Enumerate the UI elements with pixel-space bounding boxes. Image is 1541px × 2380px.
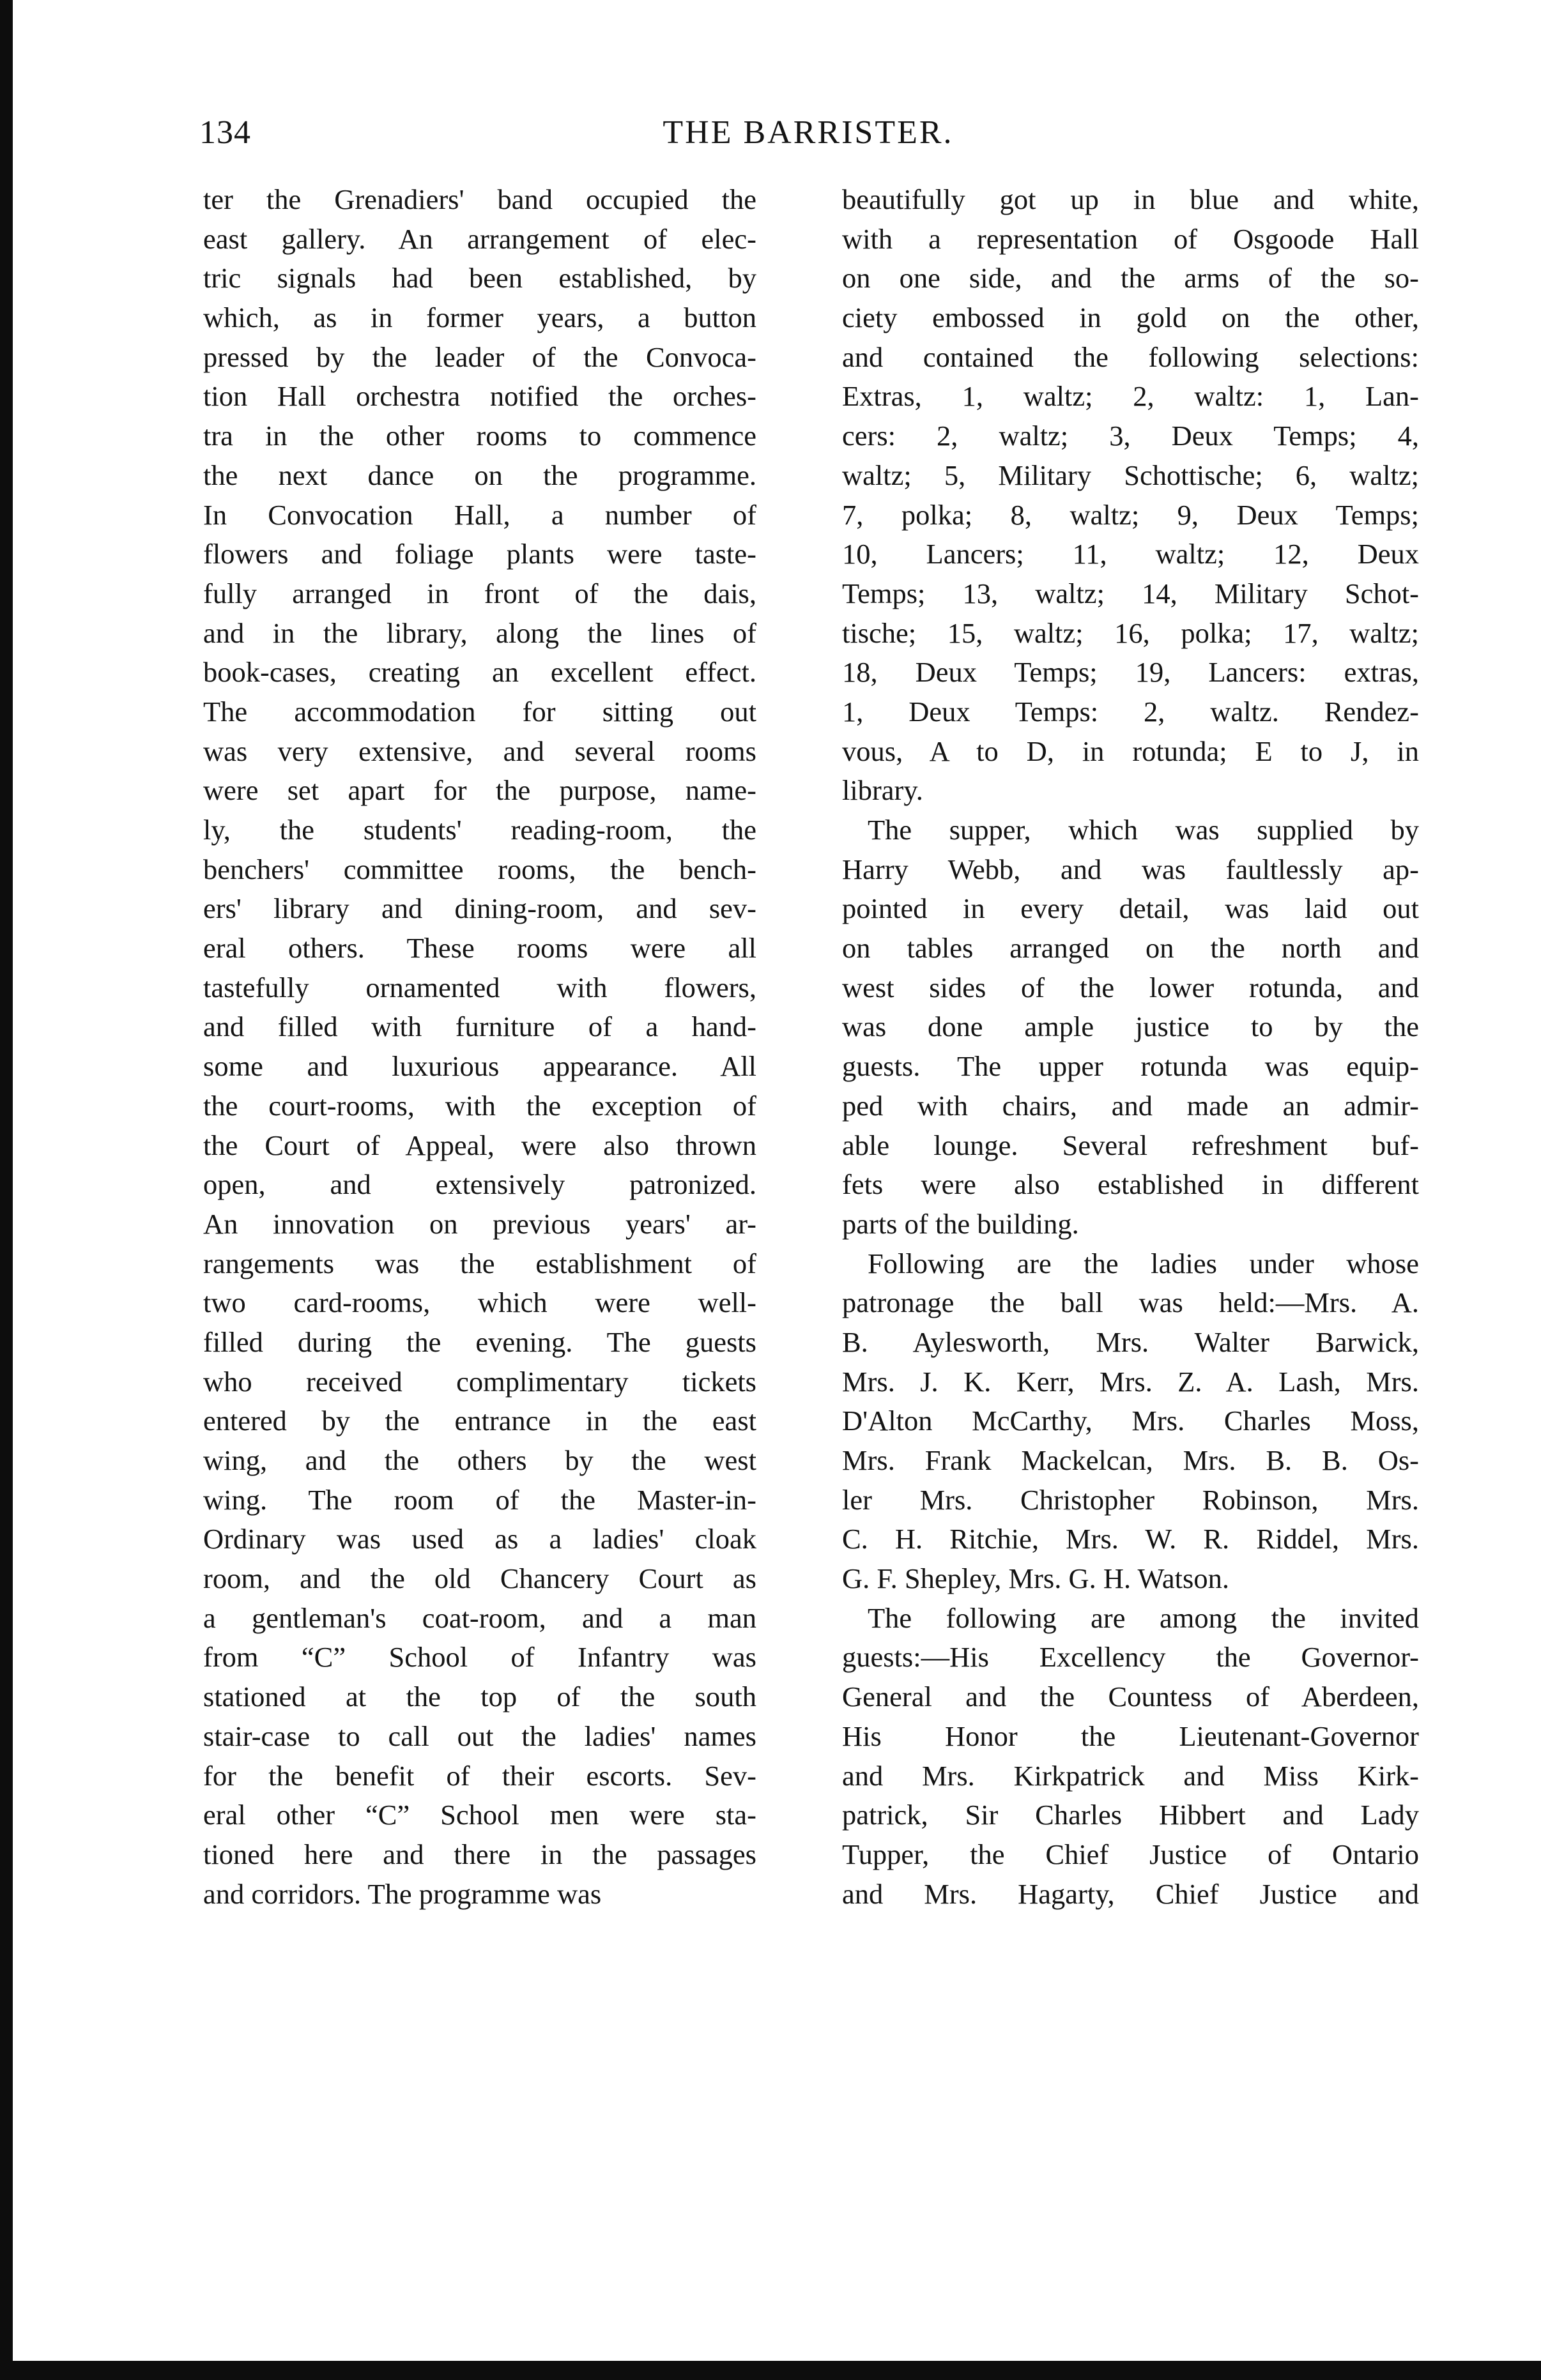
text-line: ped with chairs, and made an admir- (842, 1089, 1419, 1122)
text-line: tastefully ornamented with flowers, (203, 971, 756, 1003)
text-line: flowers and foliage plants were taste- (203, 538, 756, 570)
text-line: G. F. Shepley, Mrs. G. H. Watson. (842, 1562, 1229, 1595)
text-line: and filled with furniture of a hand- (203, 1011, 756, 1043)
text-line: open, and extensively patronized. (203, 1168, 756, 1201)
text-line: some and luxurious appearance. All (203, 1050, 756, 1083)
scan-edge-left (0, 0, 13, 2380)
text-line: book-cases, creating an excellent effect. (203, 656, 756, 689)
text-line: ciety embossed in gold on the other, (842, 301, 1419, 334)
scan-edge-bottom (0, 2361, 1541, 2380)
running-title: THE BARRISTER. (663, 114, 954, 151)
text-line: on one side, and the arms of the so- (842, 262, 1419, 294)
text-line: Tupper, the Chief Justice of Ontario (842, 1838, 1419, 1870)
text-line: pointed in every detail, was laid out (842, 892, 1419, 925)
text-line: and Mrs. Hagarty, Chief Justice and (842, 1877, 1419, 1910)
text-line: on tables arranged on the north and (842, 932, 1419, 965)
text-line: tioned here and there in the passages (203, 1838, 756, 1870)
text-line: from “C” School of Infantry was (203, 1641, 756, 1674)
text-line: patronage the ball was held:—Mrs. A. (842, 1286, 1419, 1319)
text-line: Mrs. Frank Mackelcan, Mrs. B. B. Os- (842, 1444, 1419, 1476)
text-line: for the benefit of their escorts. Sev- (203, 1759, 756, 1792)
text-line: 7, polka; 8, waltz; 9, Deux Temps; (842, 498, 1419, 531)
text-line: room, and the old Chancery Court as (203, 1562, 756, 1595)
text-line: the court-rooms, with the exception of (203, 1089, 756, 1122)
text-line: tra in the other rooms to commence (203, 420, 756, 452)
text-line: ter the Grenadiers' band occupied the (203, 183, 756, 215)
text-line: and contained the following selections: (842, 340, 1419, 373)
text-line: was very extensive, and several rooms (203, 735, 756, 767)
text-line: were set apart for the purpose, name- (203, 774, 756, 807)
text-line: tische; 15, waltz; 16, polka; 17, waltz; (842, 616, 1419, 649)
text-line: was done ample justice to by the (842, 1011, 1419, 1043)
text-line: the Court of Appeal, were also thrown (203, 1129, 756, 1161)
page-header (199, 114, 1417, 165)
text-line: patrick, Sir Charles Hibbert and Lady (842, 1799, 1419, 1831)
text-line: vous, A to D, in rotunda; E to J, in (842, 735, 1419, 767)
text-line: The supper, which was supplied by (868, 814, 1419, 846)
text-line: rangements was the establishment of (203, 1247, 756, 1279)
text-line: a gentleman's coat-room, and a man (203, 1601, 756, 1634)
text-line: B. Aylesworth, Mrs. Walter Barwick, (842, 1325, 1419, 1358)
left-column (203, 180, 756, 1914)
text-line: east gallery. An arrangement of elec- (203, 222, 756, 255)
text-line: library. (842, 774, 923, 807)
text-line: the next dance on the programme. (203, 459, 756, 491)
text-line: The accommodation for sitting out (203, 695, 756, 728)
text-line: able lounge. Several refreshment buf- (842, 1129, 1419, 1161)
text-line: waltz; 5, Military Schottische; 6, waltz; (842, 459, 1419, 491)
text-line: In Convocation Hall, a number of (203, 498, 756, 531)
page-number: 134 (199, 114, 251, 151)
text-line: cers: 2, waltz; 3, Deux Temps; 4, (842, 420, 1419, 452)
right-column (842, 180, 1419, 1914)
text-line: Following are the ladies under whose (868, 1247, 1419, 1279)
text-line: entered by the entrance in the east (203, 1405, 756, 1437)
text-line: The following are among the invited (868, 1601, 1419, 1634)
text-line: tion Hall orchestra notified the orches- (203, 380, 756, 413)
text-line: benchers' committee rooms, the bench- (203, 853, 756, 885)
text-line: beautifully got up in blue and white, (842, 183, 1419, 215)
paragraph (842, 1599, 1419, 1914)
text-line: 1, Deux Temps: 2, waltz. Rendez- (842, 695, 1419, 728)
text-line: and corridors. The programme was (203, 1877, 602, 1910)
text-line: fully arranged in front of the dais, (203, 577, 756, 609)
text-line: stationed at the top of the south (203, 1681, 756, 1713)
text-line: ler Mrs. Christopher Robinson, Mrs. (842, 1483, 1419, 1516)
text-line: and Mrs. Kirkpatrick and Miss Kirk- (842, 1759, 1419, 1792)
text-line: eral other “C” School men were sta- (203, 1799, 756, 1831)
text-line: fets were also established in different (842, 1168, 1419, 1201)
text-line: Temps; 13, waltz; 14, Military Schot- (842, 577, 1419, 609)
text-line: guests. The upper rotunda was equip- (842, 1050, 1419, 1083)
text-line: which, as in former years, a button (203, 301, 756, 334)
text-line: 18, Deux Temps; 19, Lancers: extras, (842, 656, 1419, 689)
text-line: stair-case to call out the ladies' names (203, 1720, 756, 1752)
text-line: wing. The room of the Master-in- (203, 1483, 756, 1516)
text-line: and in the library, along the lines of (203, 616, 756, 649)
text-line: west sides of the lower rotunda, and (842, 971, 1419, 1003)
text-line: ers' library and dining-room, and sev- (203, 892, 756, 925)
text-line: Mrs. J. K. Kerr, Mrs. Z. A. Lash, Mrs. (842, 1365, 1419, 1398)
text-line: with a representation of Osgoode Hall (842, 222, 1419, 255)
text-line: pressed by the leader of the Convoca- (203, 340, 756, 373)
text-line: An innovation on previous years' ar- (203, 1207, 756, 1240)
text-line: two card-rooms, which were well- (203, 1286, 756, 1319)
text-line: His Honor the Lieutenant-Governor (842, 1720, 1419, 1752)
text-line: wing, and the others by the west (203, 1444, 756, 1476)
paragraph (842, 180, 1419, 811)
paragraph (842, 1244, 1419, 1599)
text-line: guests:—His Excellency the Governor- (842, 1641, 1419, 1674)
text-line: who received complimentary tickets (203, 1365, 756, 1398)
text-line: ly, the students' reading-room, the (203, 814, 756, 846)
text-line: Ordinary was used as a ladies' cloak (203, 1523, 756, 1555)
text-line: Harry Webb, and was faultlessly ap- (842, 853, 1419, 885)
text-line: C. H. Ritchie, Mrs. W. R. Riddel, Mrs. (842, 1523, 1419, 1555)
text-line: eral others. These rooms were all (203, 932, 756, 965)
text-line: 10, Lancers; 11, waltz; 12, Deux (842, 538, 1419, 570)
text-line: Extras, 1, waltz; 2, waltz: 1, Lan- (842, 380, 1419, 413)
text-line: D'Alton McCarthy, Mrs. Charles Moss, (842, 1405, 1419, 1437)
text-line: tric signals had been established, by (203, 262, 756, 294)
text-line: General and the Countess of Aberdeen, (842, 1681, 1419, 1713)
text-line: parts of the building. (842, 1207, 1079, 1240)
paragraph (842, 811, 1419, 1244)
text-line: filled during the evening. The guests (203, 1325, 756, 1358)
